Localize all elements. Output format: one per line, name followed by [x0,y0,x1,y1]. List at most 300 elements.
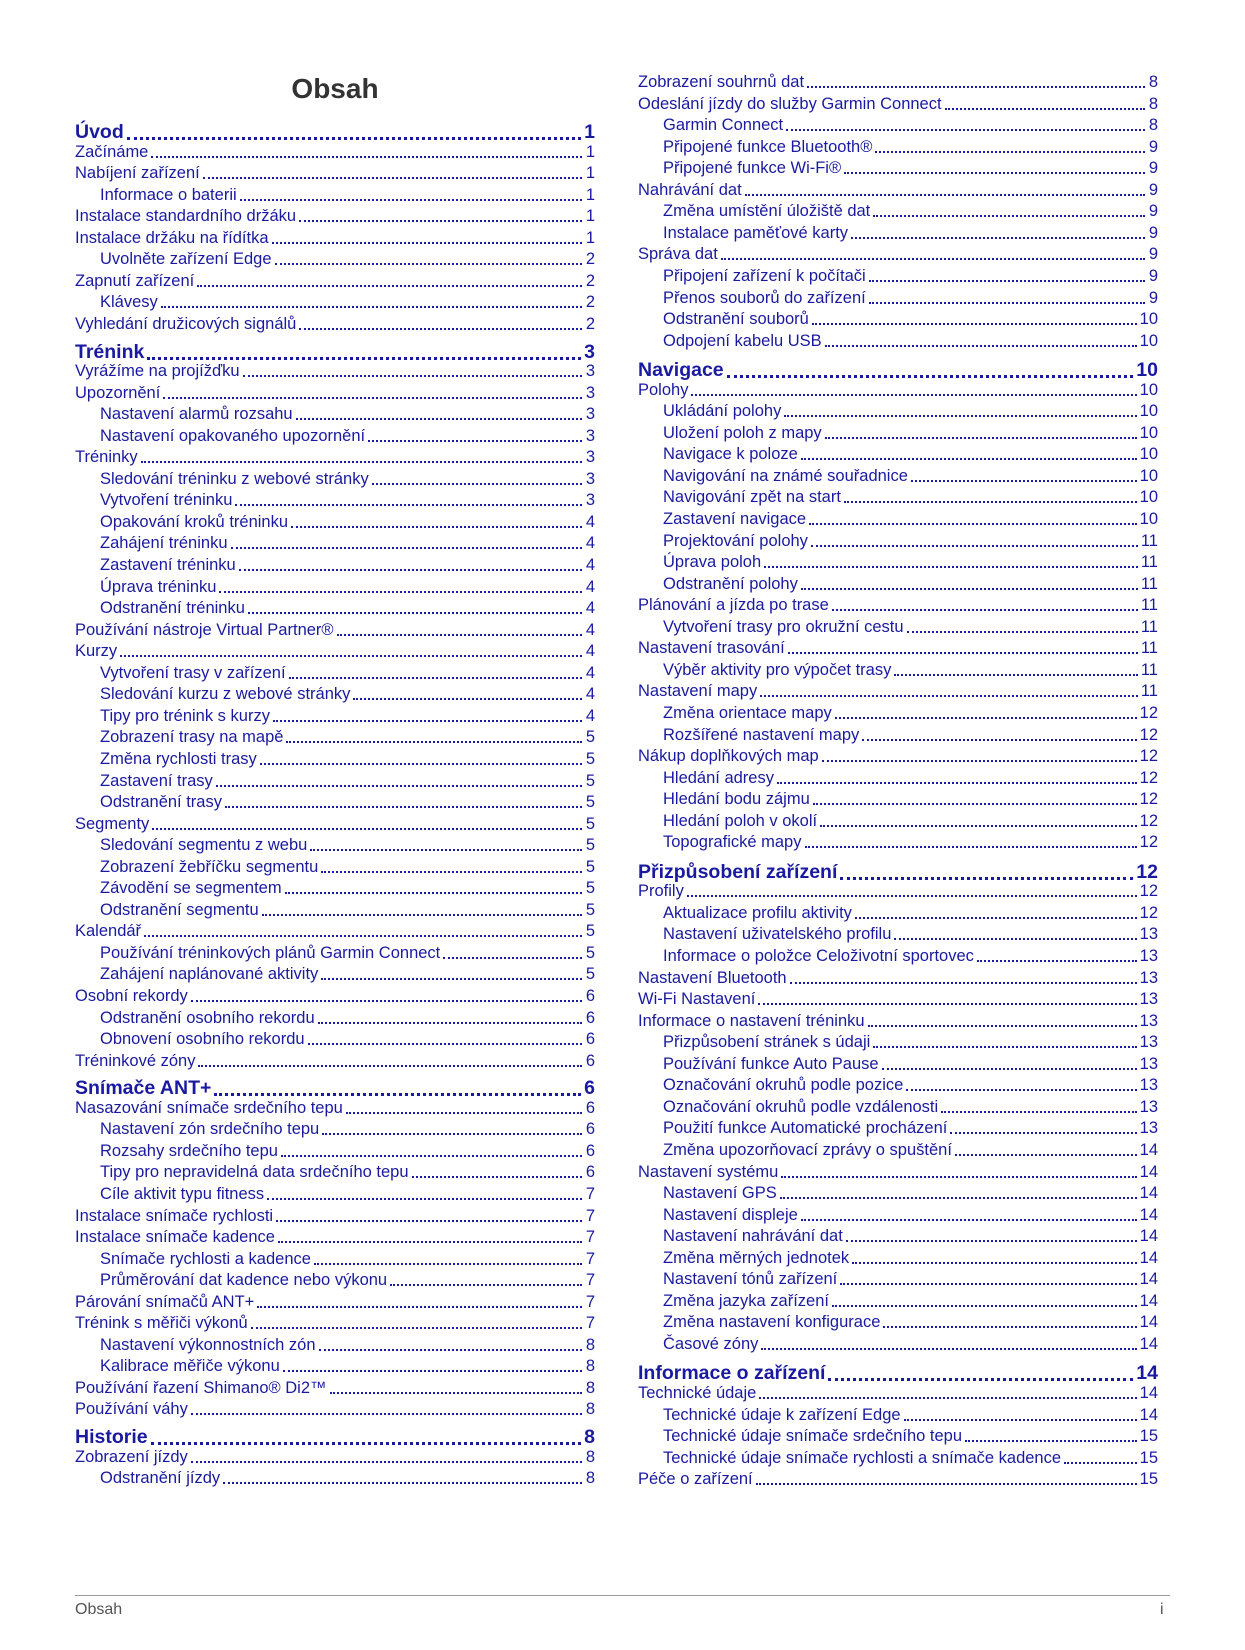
toc-dot-leader [691,393,1136,396]
toc-entry-vyrazime-na-projizdku[interactable] [75,359,595,381]
toc-entry-zmena-jazyka-zarizeni[interactable] [638,1289,1158,1311]
toc-entry-opakovani-kroku-treninku[interactable] [75,510,595,532]
toc-entry-title: Historie [75,1426,148,1448]
toc-entry-zapnuti-zarizeni[interactable] [75,269,595,291]
toc-dot-leader [198,1064,582,1067]
toc-entry-odstraneni-jizdy[interactable] [75,1466,595,1488]
toc-entry-snimace-rychlosti-a-kadence[interactable] [75,1247,595,1269]
toc-dot-leader [330,1391,582,1394]
toc-dot-leader [291,525,582,528]
toc-page-number: 14 [1139,1227,1158,1246]
toc-entry-title: Instalace standardního držáku [75,207,297,226]
toc-entry-title: Změna umístění úložiště dat [663,202,871,221]
toc-entry-parovani-snimacu-ant[interactable] [75,1290,595,1312]
toc-page-number: 10 [1139,445,1158,464]
toc-entry-title: Zastavení tréninku [100,556,236,574]
toc-page-number: 14 [1139,1270,1158,1289]
toc-entry-title: Odstranění polohy [663,574,798,593]
toc-page-number: 4 [585,534,595,553]
toc-entry-osobni-rekordy[interactable] [75,984,595,1006]
toc-entry-trenink-s-merici-vykonu[interactable] [75,1311,595,1333]
toc-dot-leader [286,740,582,743]
toc-entry-title: Párování snímačů ANT+ [75,1292,255,1311]
toc-entry-pouzivani-funkce-auto-pause[interactable] [638,1052,1158,1074]
toc-entry-nastaveni-nahravani-dat[interactable] [638,1224,1158,1246]
toc-page-number: 15 [1139,1427,1158,1446]
toc-entry-planovani-a-jizda-po-trase[interactable] [638,593,1158,615]
toc-entry-pouzivani-razeni-shimano-di2[interactable] [75,1376,595,1398]
toc-entry-title: Segmenty [75,814,150,833]
toc-entry-navigovani-zpet-na-start[interactable] [638,485,1158,507]
footer-page-number: i [1160,1601,1164,1618]
toc-entry-odstraneni-polohy[interactable] [638,572,1158,594]
toc-entry-odstraneni-segmentu[interactable] [75,898,595,920]
toc-page-number: 9 [1148,137,1158,156]
toc-page-number: 1 [585,228,595,247]
toc-page-number: 8 [585,1400,595,1419]
toc-entry-instalace-snimace-kadence[interactable] [75,1225,595,1247]
toc-entry-title: Zahájení naplánované aktivity [100,965,319,984]
toc-entry-upozorneni[interactable] [75,381,595,403]
toc-dot-leader [875,150,1145,153]
toc-dot-leader [276,1219,582,1222]
toc-entry-sprava-dat[interactable] [638,242,1158,264]
toc-dot-leader [813,802,1137,805]
toc-page-number: 9 [1148,159,1158,178]
toc-entry-zastaveni-trasy[interactable] [75,769,595,791]
toc-entry-zahajeni-treninku[interactable] [75,531,595,553]
toc-dot-leader [883,1325,1136,1328]
toc-entry-technicke-udaje-snimace-srdecniho-tepu[interactable] [638,1424,1158,1446]
toc-dot-leader [852,1261,1136,1264]
toc-entry-title: Tréninkové zóny [75,1051,196,1070]
toc-entry-title: Kalibrace měřiče výkonu [100,1357,280,1376]
toc-page-number: 9 [1148,266,1158,285]
footer-section-name: Obsah [75,1601,123,1618]
toc-entry-vytvoreni-trasy-pro-okruzni-cestu[interactable] [638,615,1158,637]
toc-page-number: 1 [585,164,595,183]
toc-entry-informace-o-polozce-celozivotni-sportovec[interactable] [638,944,1158,966]
toc-entry-title: Osobní rekordy [75,987,188,1005]
toc-entry-title: Nasazování snímače srdečního tepu [75,1098,343,1117]
toc-page-number: 14 [1139,1291,1158,1310]
toc-page-number: 8 [1148,73,1158,91]
toc-entry-title: Zobrazení trasy na mapě [100,728,284,747]
toc-dot-leader [777,781,1137,784]
toc-entry-nastaveni-tonu-zarizeni[interactable] [638,1267,1158,1289]
toc-entry-title: Připojené funkce Wi‑Fi® [663,159,842,178]
toc-entry-uvolnete-zarizeni-edge[interactable] [75,247,595,269]
toc-dot-leader [225,805,582,808]
toc-entry-title: Používání tréninkových plánů Garmin Connect [100,943,441,962]
toc-entry-hledani-poloh-v-okoli[interactable] [638,809,1158,831]
toc-page-number: 2 [585,293,595,312]
toc-entry-nastaveni-bluetooth[interactable] [638,966,1158,988]
toc-entry-title: Vytvoření trasy v zařízení [100,663,286,682]
toc-entry-odstraneni-souboru[interactable] [638,307,1158,329]
toc-page-number: 5 [585,900,595,919]
toc-entry-cile-aktivit-typu-fitness[interactable] [75,1182,595,1204]
toc-entry-nabijeni-zarizeni[interactable] [75,161,595,183]
toc-page-number: 1 [585,185,595,204]
toc-dot-leader [197,284,582,287]
toc-dot-leader [832,1304,1137,1307]
toc-entry-polohy[interactable] [638,378,1158,400]
toc-entry-rozsahy-srdecniho-tepu[interactable] [75,1139,595,1161]
toc-dot-leader [758,1002,1136,1005]
toc-dot-leader [296,417,582,420]
toc-page-number: 13 [1139,1076,1158,1095]
toc-entry-title: Garmin Connect [663,116,784,135]
toc-dot-leader [219,590,582,593]
toc-dot-leader [152,827,582,830]
toc-entry-title: Nastavení mapy [638,682,758,701]
toc-dot-leader [1064,1461,1137,1464]
toc-page-number: 2 [585,314,595,333]
toc-entry-topograficke-mapy[interactable] [638,830,1158,852]
toc-entry-navigovani-na-zname-souradnice[interactable] [638,464,1158,486]
toc-entry-title: Nahrávání dat [638,180,742,199]
toc-dot-leader [216,784,582,787]
toc-page-number: 13 [1139,947,1158,965]
toc-entry-title: Změna jazyka zařízení [663,1291,829,1310]
toc-entry-ulozeni-poloh-z-mapy[interactable] [638,421,1158,443]
toc-entry-oznacovani-okruhu-podle-pozice[interactable] [638,1073,1158,1095]
toc-entry-title: Připojení zařízení k počítači [663,266,866,285]
toc-entry-instalace-snimace-rychlosti[interactable] [75,1204,595,1226]
toc-entry-title: Odstranění tréninku [100,599,245,618]
toc-entry-nasazovani-snimace-srdecniho-tepu[interactable] [75,1096,595,1118]
toc-entry-title: Přizpůsobení stránek s údaji [663,1033,871,1052]
toc-dot-leader [299,327,582,330]
toc-entry-nastaveni-vykonnostnich-zon[interactable] [75,1333,595,1355]
toc-dot-leader [840,1282,1136,1285]
toc-dot-leader [262,913,582,916]
toc-entry-zmena-rychlosti-trasy[interactable] [75,747,595,769]
toc-entry-title: Používání nástroje Virtual Partner® [75,620,334,639]
toc-dot-leader [820,824,1137,827]
toc-entry-tipy-pro-nepravidelna-data-srdecniho-tepu[interactable] [75,1160,595,1182]
toc-entry-nastaveni-opakovaneho-upozorneni[interactable] [75,424,595,446]
toc-entry-odstraneni-trasy[interactable] [75,790,595,812]
toc-page-number: 5 [585,836,595,855]
toc-entry-zastaveni-navigace[interactable] [638,507,1158,529]
toc-page-number: 8 [585,1469,595,1488]
toc-entry-treninkove-zony[interactable] [75,1049,595,1071]
toc-page-number: 6 [585,987,595,1005]
toc-entry-klavesy[interactable] [75,290,595,312]
toc-entry-title: Technické údaje [638,1384,757,1402]
toc-entry-zobrazeni-souhrnu-dat[interactable] [638,70,1158,92]
toc-entry-title: Zastavení trasy [100,771,213,790]
toc-entry-kalibrace-merice-vykonu[interactable] [75,1354,595,1376]
toc-entry-pouzivani-nastroje-virtual-partner[interactable] [75,618,595,640]
toc-entry-aktualizace-profilu-aktivity[interactable] [638,901,1158,923]
toc-dot-leader [239,568,582,571]
toc-dot-leader [907,630,1138,633]
toc-entry-zahajeni-naplanovane-aktivity[interactable] [75,962,595,984]
toc-entry-pouzivani-treninkovych-planu-garmin-connect[interactable] [75,941,595,963]
toc-page-number: 7 [585,1228,595,1247]
toc-entry-nastaveni-systemu[interactable] [638,1160,1158,1182]
toc-entry-title: Zastavení navigace [663,510,807,528]
toc-dot-leader [310,848,582,851]
toc-entry-title: Zobrazení žebříčku segmentu [100,857,319,876]
toc-entry-zaciname[interactable] [75,140,595,162]
toc-dot-leader [825,436,1137,439]
toc-entry-zobrazeni-jizdy[interactable] [75,1445,595,1467]
toc-page-number: 12 [1139,703,1158,722]
toc-entry-title: Klávesy [100,293,158,312]
toc-entry-title: Nastavení výkonnostních zón [100,1335,316,1354]
toc-entry-nastaveni-uzivatelskeho-profilu[interactable] [638,922,1158,944]
toc-entry-vytvoreni-trasy-v-zarizeni[interactable] [75,661,595,683]
toc-entry-zobrazeni-trasy-na-mape[interactable] [75,725,595,747]
toc-entry-odpojeni-kabelu-usb[interactable] [638,329,1158,351]
toc-entry-sledovani-kurzu-z-webove-stranky[interactable] [75,682,595,704]
toc-page-number: 14 [1136,1362,1158,1385]
toc-dot-leader [251,1326,582,1329]
toc-entry-nastaveni-displeje[interactable] [638,1203,1158,1225]
toc-page-number: 8 [585,1378,595,1397]
toc-entry-technicke-udaje-k-zarizeni-edge[interactable] [638,1403,1158,1425]
toc-entry-kurzy[interactable] [75,639,595,661]
toc-page-number: 13 [1139,1011,1158,1030]
toc-dot-leader [882,1067,1137,1070]
toc-entry-title: Instalace snímače rychlosti [75,1206,274,1225]
toc-entry-title: Přizpůsobení zařízení [638,860,838,883]
toc-dot-leader [786,128,1145,131]
toc-dot-leader [790,981,1137,984]
toc-entry-rozsirene-nastaveni-mapy[interactable] [638,723,1158,745]
toc-entry-zavodeni-se-segmentem[interactable] [75,876,595,898]
toc-entry-nahravani-dat[interactable] [638,178,1158,200]
toc-entry-wi-fi-nastaveni[interactable] [638,987,1158,1009]
toc-entry-instalace-pametove-karty[interactable] [638,221,1158,243]
toc-entry-projektovani-polohy[interactable] [638,529,1158,551]
toc-entry-nastaveni-gps[interactable] [638,1181,1158,1203]
toc-entry-title: Snímače rychlosti a kadence [100,1249,311,1268]
toc-dot-leader [761,1347,1136,1350]
toc-dot-leader [832,608,1138,611]
toc-entry-nastaveni-mapy[interactable] [638,679,1158,701]
toc-entry-kalendar[interactable] [75,919,595,941]
toc-page-number: 7 [585,1314,595,1333]
toc-entry-zastaveni-treninku[interactable] [75,553,595,575]
toc-entry-title: Opakování kroků tréninku [100,512,289,531]
toc-page-number: 1 [584,121,595,143]
toc-entry-pece-o-zarizeni[interactable] [638,1467,1158,1489]
toc-page-number: 12 [1139,747,1158,766]
toc-dot-leader [412,1175,582,1178]
toc-page-number: 5 [585,943,595,962]
toc-entry-title: Vytvoření trasy pro okružní cestu [663,617,904,636]
toc-entry-obnoveni-osobniho-rekordu[interactable] [75,1027,595,1049]
toc-entry-vyhledani-druzicovych-signalu[interactable] [75,312,595,334]
toc-entry-odstraneni-osobniho-rekordu[interactable] [75,1006,595,1028]
toc-page-number: 10 [1136,359,1158,382]
toc-dot-leader [945,107,1145,110]
toc-entry-vytvoreni-treninku[interactable] [75,488,595,510]
toc-entry-tipy-pro-trenink-s-kurzy[interactable] [75,704,595,726]
toc-entry-hledani-bodu-zajmu[interactable] [638,787,1158,809]
toc-entry-zmena-upozornovaci-zpravy-o-spusteni[interactable] [638,1138,1158,1160]
toc-dot-leader [835,716,1137,719]
toc-entry-zmena-umisteni-uloziste-dat[interactable] [638,199,1158,221]
toc-page-number: 4 [585,706,595,725]
toc-entry-uprava-treninku[interactable] [75,575,595,597]
toc-page-number: 4 [585,642,595,661]
toc-entry-pouzivani-vahy[interactable] [75,1397,595,1419]
toc-entry-instalace-standardniho-drzaku[interactable] [75,204,595,226]
toc-entry-odstraneni-treninku[interactable] [75,596,595,618]
toc-dot-leader [955,1153,1137,1156]
toc-entry-odeslani-jizdy-do-sluzby-garmin-connect[interactable] [638,92,1158,114]
toc-entry-title: Projektování polohy [663,531,808,550]
toc-entry-title: Vyrážíme na projížďku [75,362,240,381]
toc-entry-title: Úvod [75,121,124,143]
toc-entry-oznacovani-okruhu-podle-vzdalenosti[interactable] [638,1095,1158,1117]
toc-entry-zmena-orientace-mapy[interactable] [638,701,1158,723]
toc-entry-title: Průměrování dat kadence nebo výkonu [100,1271,388,1290]
toc-dot-leader [801,587,1138,590]
toc-dot-leader [721,257,1145,260]
toc-entry-title: Nastavení alarmů rozsahu [100,405,293,424]
toc-dot-leader [812,322,1137,325]
toc-entry-informace-o-nastaveni-treninku[interactable] [638,1009,1158,1031]
toc-entry-title: Nastavení trasování [638,639,785,658]
toc-dot-leader [319,1348,582,1351]
toc-page-number: 12 [1136,860,1158,883]
toc-entry-title: Uložení poloh z mapy [663,423,822,442]
toc-dot-leader [844,171,1145,174]
toc-entry-title: Odstranění trasy [100,793,222,812]
toc-entry-pouziti-funkce-automaticke-prochazeni[interactable] [638,1116,1158,1138]
toc-entry-nastaveni-trasovani[interactable] [638,636,1158,658]
toc-entry-title: Časové zóny [663,1334,759,1353]
toc-entry-segmenty[interactable] [75,812,595,834]
toc-dot-leader [203,176,582,179]
toc-entry-zobrazeni-zebricku-segmentu[interactable] [75,855,595,877]
toc-dot-leader [809,522,1137,525]
toc-entry-prumerovani-dat-kadence-nebo-vykonu[interactable] [75,1268,595,1290]
toc-entry-title: Hledání adresy [663,768,774,787]
toc-entry-title: Nastavení nahrávání dat [663,1227,843,1246]
toc-entry-prizpusobeni-stranek-s-udaji[interactable] [638,1030,1158,1052]
toc-entry-title: Trénink [75,340,145,363]
toc-dot-leader [904,1418,1137,1421]
toc-page-number: 6 [585,1120,595,1139]
toc-page-number: 13 [1139,925,1158,944]
toc-page-number: 11 [1140,660,1158,679]
toc-entry-title: Nastavení Bluetooth [638,968,787,987]
toc-entry-title: Informace o baterii [100,185,237,204]
toc-dot-leader [756,1482,1137,1485]
toc-page-number: 11 [1140,682,1158,701]
toc-entry-navigace-k-poloze[interactable] [638,442,1158,464]
toc-dot-leader [822,759,1137,762]
toc-entry-title: Kalendář [75,922,142,941]
toc-page-number: 14 [1139,1334,1158,1353]
toc-page-number: 13 [1139,968,1158,987]
toc-page-number: 10 [1139,510,1158,528]
toc-entry-casove-zony[interactable] [638,1332,1158,1354]
toc-entry-pripojene-funkce-bluetooth[interactable] [638,135,1158,157]
toc-entry-nakup-doplnkovych-map[interactable] [638,744,1158,766]
toc-entry-title: Odstranění osobního rekordu [100,1008,315,1027]
toc-entry-nastaveni-zon-srdecniho-tepu[interactable] [75,1117,595,1139]
toc-entry-title: Cíle aktivit typu fitness [100,1184,265,1203]
toc-dot-leader [191,1412,582,1415]
toc-entry-instalace-drzaku-na-riditka[interactable] [75,226,595,248]
toc-entry-title: Navigování zpět na start [663,488,841,507]
toc-entry-garmin-connect[interactable] [638,113,1158,135]
toc-dot-leader [911,479,1137,482]
toc-page-number: 4 [585,577,595,596]
toc-entry-title: Uvolněte zařízení Edge [100,250,272,269]
toc-entry-zmena-mernych-jednotek[interactable] [638,1246,1158,1268]
toc-page-number: 10 [1139,423,1158,442]
toc-page-number: 12 [1139,790,1158,809]
toc-entry-vyber-aktivity-pro-vypocet-trasy[interactable] [638,658,1158,680]
toc-entry-ukladani-polohy[interactable] [638,399,1158,421]
toc-entry-title: Ukládání polohy [663,402,782,421]
toc-entry-title: Péče o zařízení [638,1470,753,1489]
toc-entry-treninky[interactable] [75,445,595,467]
toc-page-number: 5 [585,922,595,941]
toc-dot-leader [321,977,582,980]
toc-page-number: 8 [1148,116,1158,135]
toc-page-number: 11 [1140,531,1158,550]
toc-page-number: 6 [585,1051,595,1070]
toc-entry-title: Nákup doplňkových map [638,747,819,766]
toc-entry-technicke-udaje[interactable] [638,1381,1158,1403]
toc-entry-title: Rozsahy srdečního tepu [100,1141,278,1160]
toc-entry-title: Začínáme [75,142,149,161]
toc-entry-pripojeni-zarizeni-k-pocitaci[interactable] [638,264,1158,286]
toc-entry-title: Nastavení tónů zařízení [663,1270,838,1289]
toc-page-number: 7 [585,1292,595,1311]
toc-entry-nastaveni-alarmu-rozsahu[interactable] [75,402,595,424]
toc-page-number: 12 [1139,882,1158,901]
toc-page-number: 7 [585,1184,595,1203]
toc-entry-zmena-nastaveni-konfigurace[interactable] [638,1310,1158,1332]
toc-entry-sledovani-treninku-z-webove-stranky[interactable] [75,467,595,489]
toc-dot-leader [825,344,1137,347]
toc-dot-leader [807,85,1145,88]
toc-entry-pripojene-funkce-wi-fi[interactable] [638,156,1158,178]
toc-page-number: 11 [1140,574,1158,593]
toc-page-number: 2 [585,271,595,290]
toc-page-number: 5 [585,771,595,790]
toc-dot-leader [120,654,582,657]
toc-entry-uprava-poloh[interactable] [638,550,1158,572]
toc-entry-sledovani-segmentu-z-webu[interactable] [75,833,595,855]
toc-dot-leader [745,193,1145,196]
toc-page-number: 3 [585,405,595,424]
toc-entry-title: Odstranění segmentu [100,900,259,919]
toc-entry-informace-o-baterii[interactable] [75,183,595,205]
toc-entry-title: Změna upozorňovací zprávy o spuštění [663,1140,952,1159]
toc-entry-prenos-souboru-do-zarizeni[interactable] [638,286,1158,308]
toc-page-number: 6 [585,1141,595,1160]
toc-dot-leader [322,1132,582,1135]
toc-entry-hledani-adresy[interactable] [638,766,1158,788]
toc-page-number: 4 [585,512,595,531]
toc-entry-title: Tipy pro nepravidelná data srdečního tepu [100,1163,409,1182]
toc-entry-technicke-udaje-snimace-rychlosti-a-snimace-kadence[interactable] [638,1446,1158,1468]
toc-entry-profily[interactable] [638,879,1158,901]
